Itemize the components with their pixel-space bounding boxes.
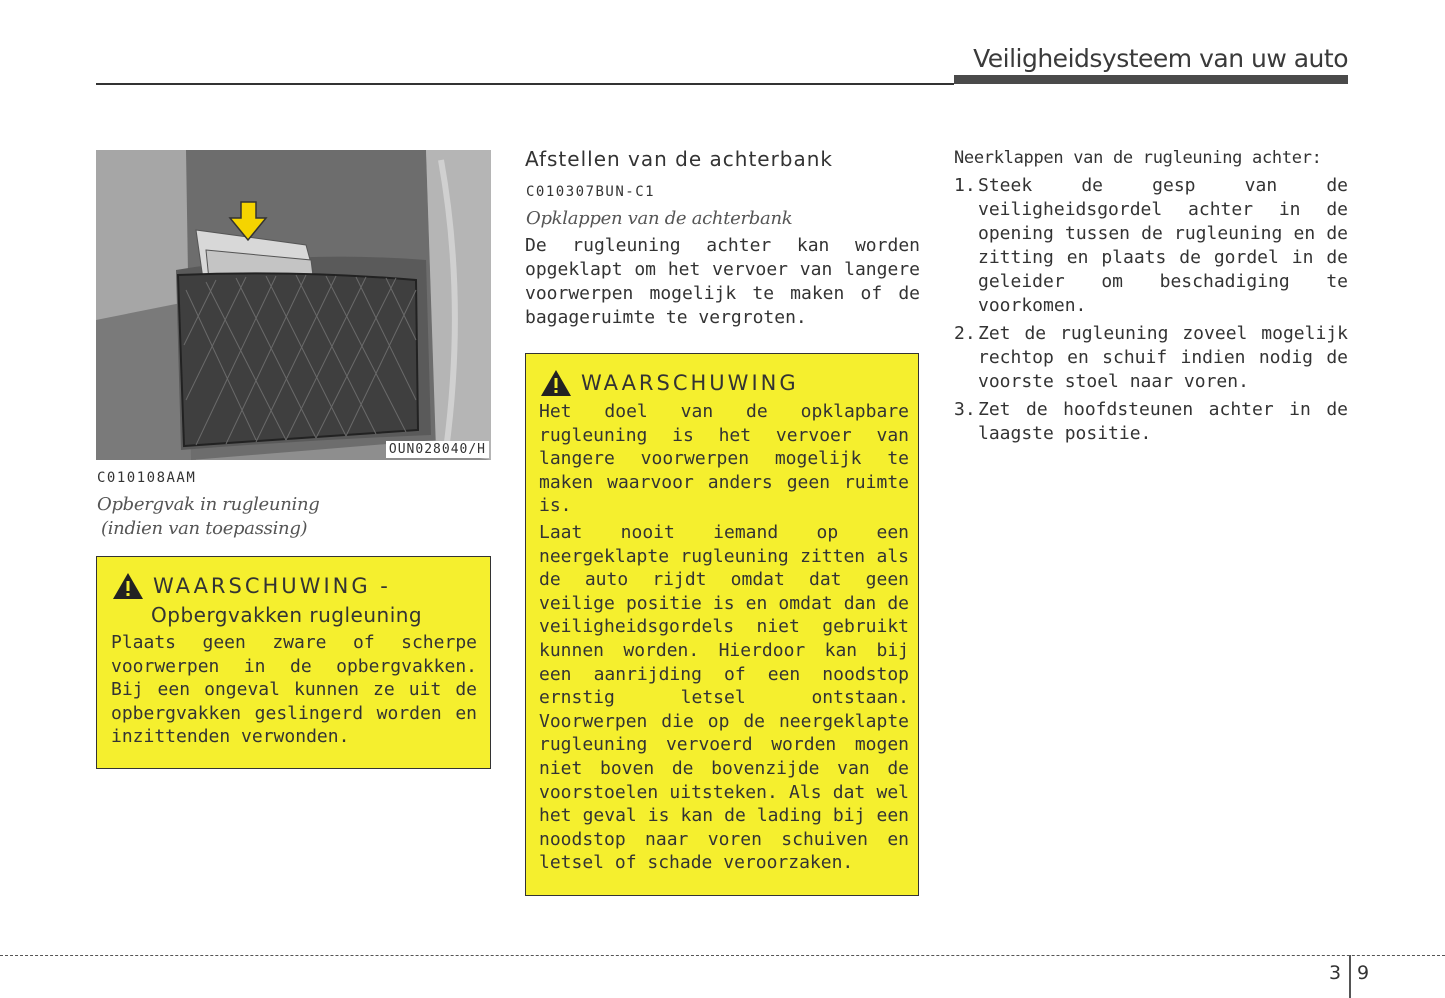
seat-pocket-photo bbox=[96, 150, 491, 460]
list-item bbox=[954, 398, 1348, 446]
step-text: Zet de hoofdsteunen achter in de laagste positie. bbox=[978, 399, 1348, 444]
warning-title bbox=[111, 571, 477, 601]
chapter-number: 3 bbox=[1329, 962, 1342, 984]
warning-para-2: Laat nooit iemand op een neergeklapte rugleuning zitten als de auto rijdt omdat dat geen veilige positie is en omdat dan de veiligheidsgordels niet gebruikt kunnen worden. Hierdoor kan bij een aanrijding of een noodstop ernstig letsel ontstaan. Voorwerpen die op de neergeklapte rugleuning vervoerd worden mogen niet boven de bovenzijde van de voorstoelen uitsteken. Als dat wel het geval is kan de lading bij een noodstop naar voren schuiven en letsel of schade veroorzaken. bbox=[539, 521, 909, 874]
caption-line1: Opbergvak in rugleuning bbox=[97, 494, 320, 515]
step-text: Steek de gesp van de veiligheidsgordel achter in de opening tussen de rugleuning en de zitting en plaats de gordel in de geleider om beschadiging te voorkomen. bbox=[978, 175, 1348, 316]
header-rule bbox=[96, 83, 954, 85]
warning-box-storage bbox=[96, 556, 491, 769]
subheading: Opklappen van de achterbank bbox=[526, 208, 793, 229]
net-pocket bbox=[178, 273, 418, 446]
footer-dashed-rule bbox=[0, 955, 1445, 956]
intro-paragraph: De rugleuning achter kan worden opgeklapt om het vervoer van langere voorwerpen mogelijk te maken of de bagageruimte te vergroten. bbox=[525, 235, 920, 328]
page-number-separator bbox=[1349, 955, 1351, 998]
seat-pocket-illustration bbox=[96, 150, 491, 460]
warning-text: Plaats geen zware of scherpe voorwerpen in de opbergvakken. Bij een ongeval kunnen ze uit de opbergvakken geslingerd worden en inzittenden verwonden. bbox=[111, 632, 477, 748]
warning-triangle-icon bbox=[539, 368, 573, 398]
section-code-middle: C010307BUN-C1 bbox=[526, 184, 656, 200]
section-heading: Afstellen van de achterbank bbox=[525, 147, 834, 171]
page-number: 9 bbox=[1357, 962, 1370, 984]
right-heading: Neerklappen van de rugleuning achter: bbox=[954, 148, 1322, 168]
step-number: 3. bbox=[954, 399, 976, 420]
list-item bbox=[954, 174, 1348, 318]
warning-para-1: Het doel van de opklapbare rugleuning is het vervoer van langere voorwerpen mogelijk te maken waarvoor anders geen ruimte is. bbox=[539, 401, 909, 517]
caption-line2: (indien van toepassing) bbox=[101, 518, 308, 539]
warning-subtitle: Opbergvakken rugleuning bbox=[151, 603, 423, 627]
step-number: 1. bbox=[954, 175, 976, 196]
step-text: Zet de rugleuning zoveel mogelijk rechtop en schuif indien nodig de voorste stoel naar voren. bbox=[978, 323, 1348, 392]
warning-title-2 bbox=[539, 368, 909, 398]
step-number: 2. bbox=[954, 323, 976, 344]
section-code-left: C010108AAM bbox=[97, 470, 197, 486]
warning-title-text-2: WAARSCHUWING bbox=[581, 371, 799, 395]
steps-list bbox=[954, 174, 1348, 450]
warning-box-folding bbox=[525, 353, 919, 896]
warning-title-text: WAARSCHUWING - bbox=[153, 574, 391, 598]
header-bar bbox=[954, 75, 1348, 84]
page-header-title: Veiligheidsysteem van uw auto bbox=[973, 44, 1348, 73]
list-item bbox=[954, 322, 1348, 394]
photo-code: OUN028040/H bbox=[386, 441, 489, 458]
warning-triangle-icon bbox=[111, 571, 145, 601]
